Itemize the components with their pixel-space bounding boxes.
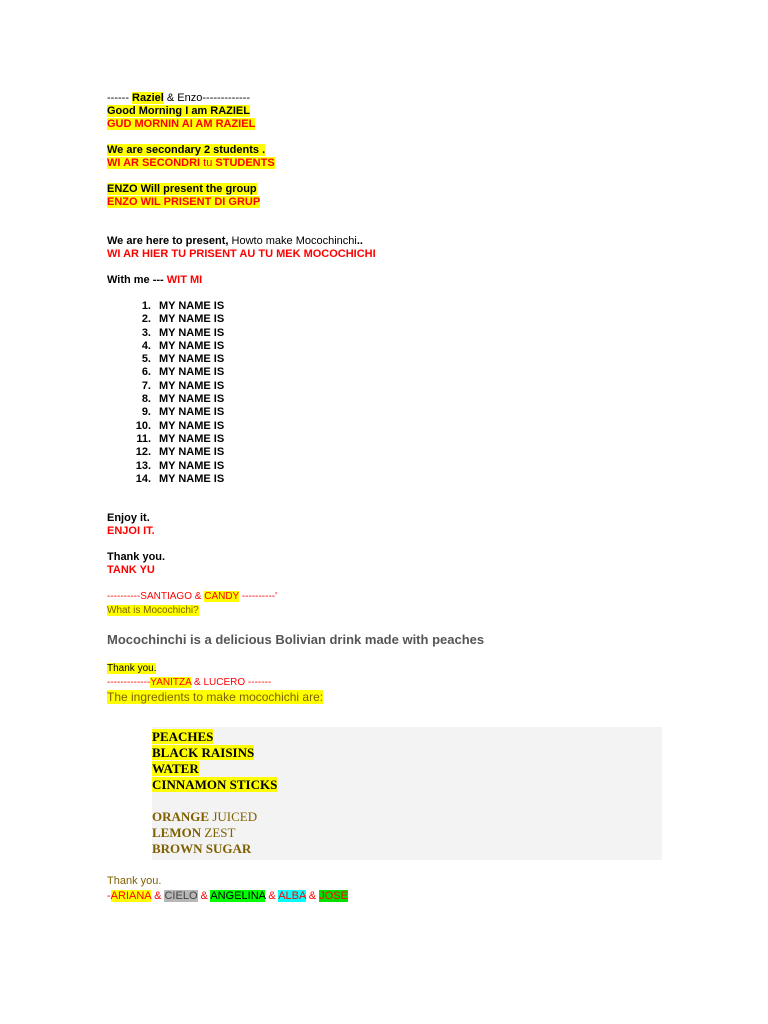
dashes: -------	[245, 677, 272, 689]
line-students-phonetic: WI AR SECONDRI	[107, 157, 204, 169]
name-list	[127, 300, 687, 486]
line-with-me-phonetic: WIT MI	[166, 274, 203, 286]
list-item: 8. MY NAME IS	[141, 393, 225, 406]
line-how-to-make: Howto make Mocochinchi	[228, 235, 357, 247]
line-with-me: With me ---	[107, 274, 167, 286]
ingredient-lemon-zest: ZEST	[201, 825, 236, 841]
section3-header	[107, 676, 687, 690]
list-item: 5. MY NAME IS	[141, 353, 225, 366]
ingredient-orange-juiced: JUICED	[209, 809, 258, 825]
line-answer: Mocochinchi is a delicious Bolivian drink made with peaches	[107, 632, 485, 648]
name-candy: CANDY	[204, 591, 240, 603]
dashes: ------	[107, 92, 133, 104]
line-thank-you-3: Thank you.	[107, 875, 162, 888]
ingredient-orange: ORANGE	[152, 809, 210, 825]
list-item: 11. MY NAME IS	[136, 432, 225, 445]
list-item: 9. MY NAME IS	[141, 406, 225, 419]
line-enzo-present: ENZO Will present the group	[107, 183, 257, 195]
section2-header	[107, 590, 687, 604]
line-what-is: What is Mocochichi?	[107, 605, 199, 617]
line-enzo-present-phonetic: ENZO WIL PRISENT DI GRUP	[107, 196, 261, 208]
name-angelina: ANGELINA	[210, 890, 266, 903]
name-ariana: ARIANA	[110, 890, 152, 903]
dashes: -------------	[202, 92, 250, 104]
line-enjoy: Enjoy it.	[107, 512, 150, 525]
list-item: 4. MY NAME IS	[141, 339, 225, 352]
ingredient-peaches: PEACHES	[152, 729, 214, 745]
name-raziel: Raziel	[132, 92, 164, 104]
line-students: We are secondary 2 students .	[107, 144, 266, 156]
ingredients-box	[152, 727, 662, 860]
line-ingredients-intro: The ingredients to make mocochichi are:	[107, 690, 324, 705]
name-yanitza: YANITZA	[150, 677, 192, 689]
line-students-phonetic-tu: tu	[203, 157, 213, 169]
line-end-dots: ..	[356, 235, 363, 247]
list-item: 6. MY NAME IS	[141, 366, 225, 379]
line-thank-you-phonetic: TANK YU	[107, 564, 155, 577]
ingredient-water: WATER	[152, 761, 199, 777]
section4-names: -ARIANA & CIELO & ANGELINA & ALBA & JOSE	[107, 890, 348, 903]
name-jose: JOSE	[319, 890, 348, 903]
line-enjoy-phonetic: ENJOI IT.	[107, 525, 155, 538]
document-body	[107, 92, 687, 904]
list-item: 14. MY NAME IS	[135, 472, 225, 485]
list-item: 10. MY NAME IS	[135, 419, 225, 432]
ampersand: &	[194, 591, 205, 603]
name-alba: ALBA	[278, 890, 306, 903]
list-item: 3. MY NAME IS	[141, 326, 225, 339]
name-enzo: & Enzo	[163, 92, 203, 104]
line-here-to-present: We are here to present,	[107, 235, 229, 247]
line-good-morning-phonetic: GUD MORNIN AI AM RAZIEL	[107, 118, 256, 130]
ingredient-cinnamon: CINNAMON STICKS	[152, 777, 278, 793]
ingredient-lemon: LEMON	[152, 825, 202, 841]
intro-header	[107, 92, 687, 105]
list-item: 2. MY NAME IS	[141, 313, 225, 326]
name-lucero: & LUCERO	[191, 677, 246, 689]
list-item: 13. MY NAME IS	[135, 459, 225, 472]
dashes: -------------	[107, 677, 151, 689]
line-good-morning: Good Morning I am RAZIEL	[107, 105, 250, 117]
line-thank-you: Thank you.	[107, 551, 166, 564]
line-thank-you-2: Thank you.	[107, 663, 157, 675]
ingredient-brown-sugar: BROWN SUGAR	[152, 841, 252, 857]
ingredient-black-raisins: BLACK RAISINS	[152, 745, 255, 761]
list-item: 1. MY NAME IS	[141, 300, 225, 312]
name-santiago: ----------SANTIAGO	[107, 591, 195, 603]
list-item: 7. MY NAME IS	[141, 379, 225, 392]
line-here-to-present-phonetic: WI AR HIER TU PRISENT AU TU MEK MOCOCHICHI	[107, 248, 376, 260]
name-cielo: CIELO	[164, 890, 198, 903]
dashes: ----------'	[239, 591, 278, 603]
line-students-phonetic-end: STUDENTS	[212, 157, 275, 169]
list-item: 12. MY NAME IS	[135, 446, 225, 459]
